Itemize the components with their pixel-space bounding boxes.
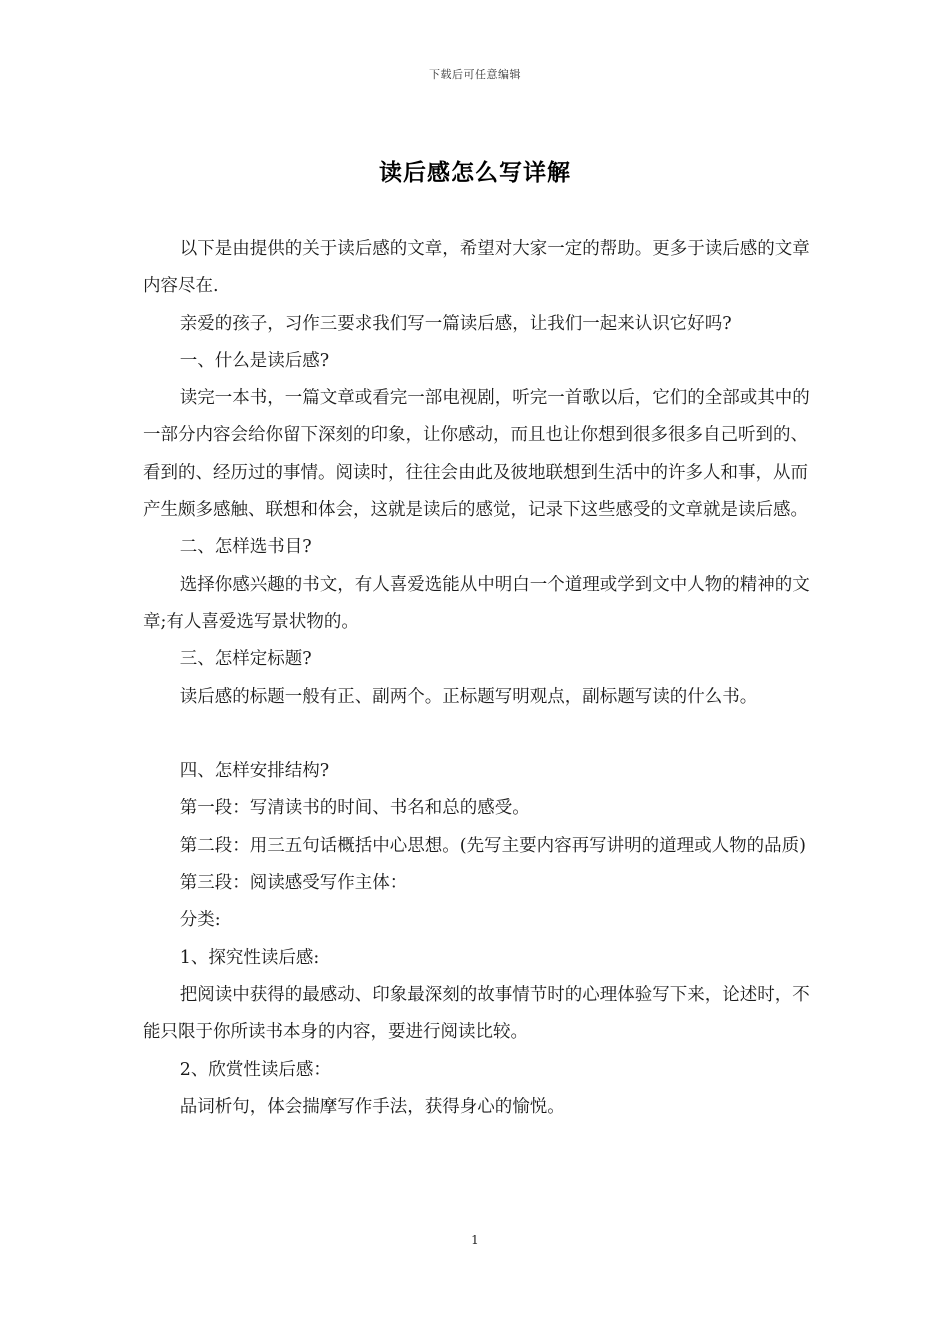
document-title: 读后感怎么写详解 <box>379 159 571 186</box>
paragraph-title: 读后感的标题一般有正、副两个。正标题写明观点，副标题写读的什么书。 <box>179 686 758 707</box>
page-number: 1 <box>471 1233 479 1247</box>
category-heading-exploratory: 1、探究性读后感: <box>179 947 320 968</box>
paragraph-exploratory: 把阅读中获得的最感动、印象最深刻的故事情节时的心理体验写下来，论述时，不能只限于你所读书本身的内容，要进行阅读比较。 <box>143 984 810 1043</box>
paragraph-categories: 分类: <box>179 910 221 931</box>
section-heading-choose-book: 二、怎样选书目? <box>179 537 312 558</box>
section-heading-title: 三、怎样定标题? <box>179 649 312 670</box>
paragraph-choose-book: 选择你感兴趣的书文，有人喜爱选能从中明白一个道理或学到文中人物的精神的文章;有人喜爱选写景状物的。 <box>143 574 810 632</box>
paragraph-definition: 读完一本书，一篇文章或看完一部电视剧，听完一首歌以后，它们的全部或其中的一部分内容会给你留下深刻的印象，让你感动，而且也让你想到很多很多自己听到的、看到的、经历过的事情。阅读时，往往会由此及彼地联想到生活中的许多人和事，从而产生颇多感触、联想和体会，这就是读后的感觉，记录下这些感受的文章就是读后感。 <box>143 388 810 521</box>
document-body <box>143 231 815 1126</box>
section-heading-structure: 四、怎样安排结构? <box>179 761 330 782</box>
header-note: 下载后可任意编辑 <box>429 68 521 81</box>
paragraph-appreciative: 品词析句，体会揣摩写作手法，获得身心的愉悦。 <box>179 1096 565 1117</box>
paragraph-intro: 以下是由提供的关于读后感的文章，希望对大家一定的帮助。更多于读后感的文章内容尽在. <box>143 239 810 297</box>
paragraph-second-section: 第二段：用三五句话概括中心思想。(先写主要内容再写讲明的道理或人物的品质) <box>179 835 806 856</box>
blank-line <box>143 716 815 753</box>
paragraph-greeting: 亲爱的孩子，习作三要求我们写一篇读后感，让我们一起来认识它好吗? <box>179 313 732 334</box>
paragraph-third-section: 第三段：阅读感受写作主体： <box>179 873 408 894</box>
section-heading-what: 一、什么是读后感? <box>179 350 330 371</box>
category-heading-appreciative: 2、欣赏性读后感： <box>179 1059 331 1080</box>
paragraph-first-section: 第一段：写清读书的时间、书名和总的感受。 <box>179 798 530 819</box>
